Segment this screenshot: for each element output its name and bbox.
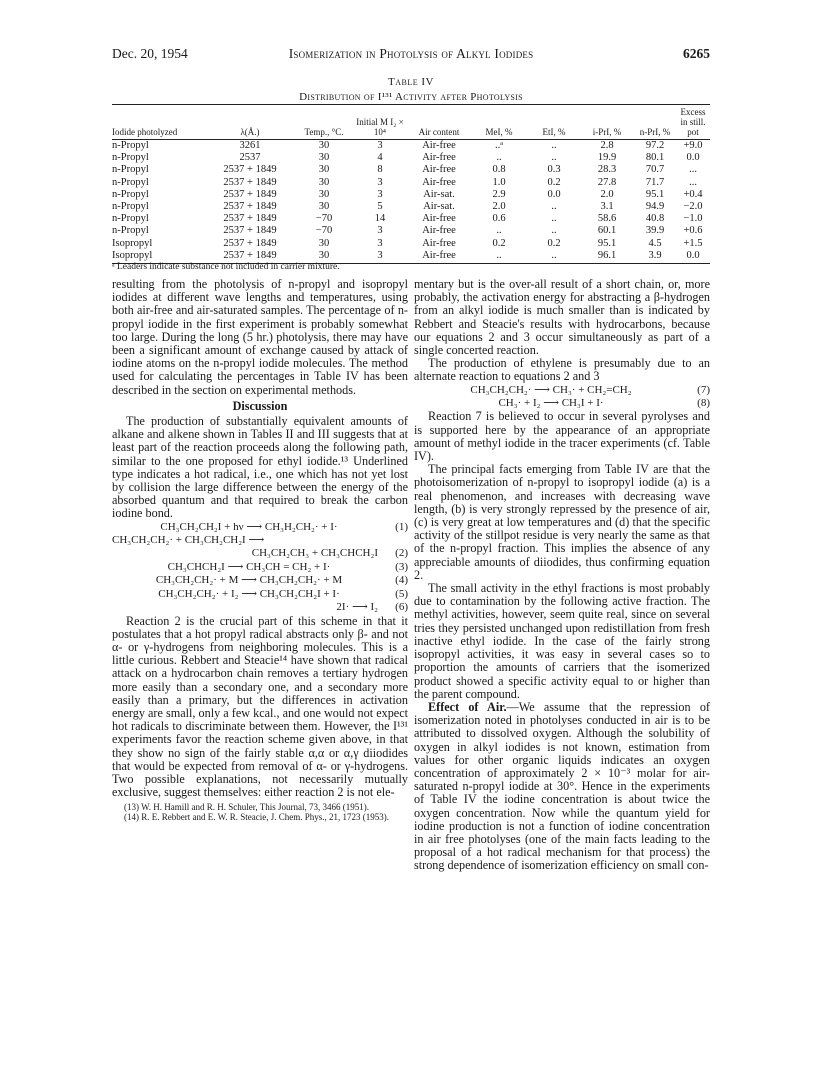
header-eti: EtI, % — [528, 105, 580, 140]
table-row — [112, 201, 710, 213]
table-cell: 30 — [318, 140, 330, 151]
table-cell: 95.1 — [597, 237, 617, 249]
table-cell: 40.8 — [645, 213, 665, 225]
table-cell: 2537 + 1849 — [223, 225, 277, 237]
table-cell: Air-sat. — [423, 201, 455, 213]
table-cell: 30 — [318, 237, 330, 249]
table-cell: ... — [689, 176, 697, 188]
table-cell: 2537 — [239, 152, 261, 164]
equation-2b: CH₃CH₂CH₃ + CH₃CHCH₂I (2) — [251, 547, 408, 560]
table-cell: n-Propyl — [112, 201, 149, 213]
table-cell: 2537 + 1849 — [204, 250, 296, 264]
table-cell: 30 — [318, 152, 330, 164]
table-row — [112, 213, 710, 225]
table-row — [112, 189, 710, 201]
footnote-14: (14) R. E. Rebbert and E. W. R. Steacie, J. Chem. Phys., 21, 1723 (1953). — [124, 812, 389, 823]
table-cell: −1.0 — [683, 213, 703, 225]
header-temp: Temp., °C. — [296, 105, 352, 140]
header-npri: n-PrI, % — [634, 105, 676, 140]
table-cell: Air-sat. — [423, 188, 455, 200]
table-cell: .. — [496, 225, 502, 237]
table-cell: 30 — [318, 188, 330, 200]
table-cell: .. — [551, 152, 557, 164]
table-cell: 2.0 — [492, 201, 506, 213]
table-cell: 0.2 — [547, 176, 561, 188]
table-cell: −70 — [315, 225, 333, 237]
table-cell: 4.5 — [648, 237, 662, 249]
section-heading-discussion: Discussion — [232, 398, 288, 413]
table-cell: 60.1 — [597, 225, 617, 237]
paragraph: mentary but is the over-all result of a short chain, or, more probably, the activation energy for abstracting a β-hydrogen from an alkyl iodide is much smaller than is indicated by Rebbert and Steacie's results with hydrocarbons, because our equations 2 and 3 occur simultaneously as part of a single concerted reaction. — [414, 277, 710, 358]
header-air: Air content — [408, 105, 470, 140]
table-cell: 3 — [377, 140, 383, 151]
table-row — [112, 140, 710, 153]
equation-5: CH₃CH₂CH₂· + I₂ ⟶ CH₃CH₂CH₂I + I· (5) — [158, 587, 408, 600]
table-cell: 30 — [318, 164, 330, 176]
table-cell: 0.0 — [686, 152, 700, 164]
header-ipri: i-PrI, % — [580, 105, 634, 140]
table-cell: .. — [551, 225, 557, 237]
table-cell: +0.6 — [683, 225, 703, 237]
table-footnote: ᵃ Leaders indicate substance not included in carrier mixture. — [112, 262, 340, 272]
paragraph: The production of substantially equivalent amounts of alkane and alkene shown in Tables II and III suggests that at least part of the reaction proceeds along the following path, similar to the one proposed for ethyl iodide.¹³ Underlined type indicates a hot radical, i.e., one which has not yet lost by collision the large difference between the energy of the absorbed quantum and that required to break the carbon iodine bond. — [112, 414, 408, 521]
table-cell: 0.2 — [492, 237, 506, 249]
table-cell: 0.2 — [547, 237, 561, 249]
paragraph-text: —We assume that the repression of isomerization noted in photolyses conducted in air is to be attributed to dissolved oxygen. Although the solubility of oxygen in alkyl iodides is not known, estimation from values for other organic liquids indicates an oxygen concentration of approximately 2 × 10⁻³ molar for air-saturated n-propyl iodide at 30°. Hence in the experiments of Table IV the iodine concentration is about twice the oxygen concentration. Now while the quantum yield for iodine production is not a function of iodine concentration in air free photolyses (one of the main facts leading to the proposal of a hot radical mechanism for that process) the strong dependence of isomerization efficiency on small con- — [414, 699, 710, 873]
table-cell: −2.0 — [683, 201, 703, 213]
table-cell: .. — [528, 250, 580, 264]
table-cell: 3 — [377, 188, 383, 200]
table-cell: 95.1 — [645, 188, 665, 200]
table-cell: 3261 — [239, 140, 261, 151]
table-cell: 30 — [318, 176, 330, 188]
table-cell: 2.0 — [600, 188, 614, 200]
table-cell: 94.9 — [645, 201, 665, 213]
table-cell: 3.1 — [600, 201, 614, 213]
table-cell: 96.1 — [580, 250, 634, 264]
table-cell: n-Propyl — [112, 140, 149, 151]
table-cell: 2537 + 1849 — [223, 176, 277, 188]
table-cell: 0.0 — [676, 250, 710, 264]
equation-6: 2I· ⟶ I₂ (6) — [336, 601, 408, 614]
table-cell: ... — [689, 164, 697, 176]
table-cell: n-Propyl — [112, 213, 149, 225]
footnotes — [112, 802, 408, 822]
paragraph: resulting from the photolysis of n-propyl and isopropyl iodides at different wave lengths and temperatures, using both air-free and air-saturated samples. The percentage of n-propyl iodide in the first experiment is probably somewhat too large. During the long (5 hr.) photolysis, there may have been a significant amount of exchange caused by attack of iodine atoms on the n-propyl iodide molecules. The method used for calculating the percentages in Table IV has been described in the section on experimental methods. — [112, 277, 408, 397]
table-cell: +1.5 — [683, 237, 703, 249]
table-cell: Air-free — [408, 250, 470, 264]
table-cell: n-Propyl — [112, 152, 149, 164]
equation-3: CH₃CHCH₂I ⟶ CH₃CH = CH₂ + I· (3) — [167, 560, 408, 573]
table-cell: 3.9 — [634, 250, 676, 264]
table-cell: 58.6 — [597, 213, 617, 225]
table-cell: Air-free — [422, 237, 456, 249]
equation-block — [112, 521, 408, 615]
table-cell: 70.7 — [645, 164, 665, 176]
equation-4: CH₃CH₂CH₂· + M ⟶ CH₃CH₂CH₂· + M (4) — [155, 574, 408, 587]
table-cell: .. — [551, 213, 557, 225]
paragraph: The principal facts emerging from Table IV are that the photoisomerization of n-propyl to isopropyl iodide (a) is a real phenomenon, and increases with decreasing wave length, (b) is very strongly repressed by the presence of air, (c) is very great at low temperatures and (d) that the specific activity of the stillpot residue is very nearly the same as that of the n-propyl fraction. This implies the absence of any appreciable amounts of diiodides, thus confirming equation 2. — [414, 462, 710, 582]
equation-7: CH₃CH₂CH₂· ⟶ CH₃· + CH₂=CH₂ (7) — [470, 383, 710, 396]
table-cell: Air-free — [422, 140, 456, 151]
left-column — [112, 278, 408, 822]
header-initial-m: Initial M I₂ × 10⁴ — [352, 105, 408, 140]
table-cell: 71.7 — [645, 176, 665, 188]
table-title: Table IV — [388, 76, 434, 88]
table-cell: 80.1 — [645, 152, 665, 164]
paragraph: Reaction 7 is believed to occur in several pyrolyses and is supported here by the appearance of an appropriate amount of methyl iodide in the tracer experiments (cf. Table IV). — [414, 409, 710, 464]
table-cell: 30 — [318, 201, 330, 213]
header-excess: Excess in still. pot — [676, 105, 710, 140]
table-cell: 0.6 — [492, 213, 506, 225]
table-cell: n-Propyl — [112, 188, 149, 200]
table-cell: .. — [496, 152, 502, 164]
table-cell: ..ᵃ — [494, 140, 504, 151]
table-cell: Air-free — [422, 213, 456, 225]
table-cell: 1.0 — [492, 176, 506, 188]
table-cell: 2537 + 1849 — [223, 164, 277, 176]
paragraph: Reaction 2 is the crucial part of this scheme in that it postulates that a hot propyl radical abstracts only β- and not α- or γ-hydrogens from neighboring molecules. This is a little curious. Rebbert and Steacie¹⁴ have shown that radical attack on a hydrocarbon chain removes a tertiary hydrogen more easily than a secondary one, and a secondary more easily than a primary, but the differences in activation energy are small, only a few kcal., and one would not expect hot radicals to discriminate between them. However, the I¹³¹ experiments favor the reaction scheme given above, in that they show no sign of the fairly stable α,α or α,γ diiodides that would be expected from removal of α- or γ-hydrogens. Two possible explanations, not necessarily mutually exclusive, suggest themselves: either reaction 2 is not ele- — [112, 613, 408, 800]
table-cell: 3 — [352, 250, 408, 264]
table-cell: 0.0 — [547, 188, 561, 200]
data-table — [112, 104, 710, 264]
table-row — [112, 164, 710, 176]
table-cell: n-Propyl — [112, 225, 149, 237]
table-row — [112, 238, 710, 250]
table-caption: Distribution of I¹³¹ Activity after Photolysis — [299, 91, 523, 103]
table-body — [112, 140, 710, 264]
table-cell: 14 — [374, 213, 386, 225]
table-cell: 39.9 — [645, 225, 665, 237]
footnote-13: (13) W. H. Hamill and R. H. Schuler, This Journal, 73, 3466 (1951). — [124, 802, 369, 813]
table-cell: 3 — [377, 225, 383, 237]
table-cell: .. — [551, 140, 557, 151]
table-row — [112, 152, 710, 164]
paragraph-effect-of-air — [414, 701, 710, 873]
table-cell: 2537 + 1849 — [223, 237, 277, 249]
table-cell: Isopropyl — [112, 250, 204, 264]
page-number: 6265 — [683, 46, 710, 61]
table-header-row — [112, 105, 710, 140]
paragraph: The production of ethylene is presumably due to an alternate reaction to equations 2 and 3 — [414, 356, 710, 384]
table-cell: 5 — [377, 201, 383, 213]
table-iv — [112, 104, 710, 264]
equation-block — [414, 384, 710, 411]
table-cell: Air-free — [422, 152, 456, 164]
table-cell: 97.2 — [645, 140, 665, 151]
table-cell: Air-free — [422, 164, 456, 176]
table-cell: 0.8 — [492, 164, 506, 176]
header-wavelength: λ(Å.) — [204, 105, 296, 140]
table-cell: .. — [551, 201, 557, 213]
table-cell: 3 — [377, 237, 383, 249]
table-cell: −70 — [315, 213, 333, 225]
header-mei: MeI, % — [470, 105, 528, 140]
table-cell: 2537 + 1849 — [223, 213, 277, 225]
header-iodide: Iodide photolyzed — [112, 105, 204, 140]
table-cell: n-Propyl — [112, 164, 149, 176]
table-cell: 2537 + 1849 — [223, 201, 277, 213]
equation-2a: CH₃CH₂CH₂· + CH₃CH₂CH₂I ⟶ — [112, 534, 265, 547]
table-cell: 30 — [296, 250, 352, 264]
table-cell: 2.9 — [492, 188, 506, 200]
table-row — [112, 225, 710, 237]
table-cell: 3 — [377, 176, 383, 188]
table-cell: 19.9 — [597, 152, 617, 164]
table-cell: 2.8 — [600, 140, 614, 151]
table-cell: +9.0 — [683, 140, 703, 151]
table-cell: Air-free — [422, 176, 456, 188]
table-cell: 8 — [377, 164, 383, 176]
table-cell: n-Propyl — [112, 176, 149, 188]
equation-8: CH₃· + I₂ ⟶ CH₃I + I· (8) — [498, 397, 710, 410]
paragraph: The small activity in the ethyl fractions is most probably due to contamination by the following active fraction. The methyl activities, however, seem quite real, since on several tries they persisted unchanged upon redistillation from fresh inactive ethyl iodide. In the case of the fairly strong isopropyl activities, it was easy in several cases so to proportion the amounts of carriers that the isomerized product showed a specific activity equal to or higher than the parent compound. — [414, 581, 710, 701]
table-cell: +0.4 — [683, 188, 703, 200]
right-column — [414, 278, 710, 873]
table-cell: 27.8 — [597, 176, 617, 188]
table-cell: Isopropyl — [112, 237, 153, 249]
running-head — [112, 46, 710, 64]
running-head-date: Dec. 20, 1954 — [112, 46, 188, 61]
running-head-title: Isomerization in Photolysis of Alkyl Iodides — [288, 46, 534, 61]
table-cell: Air-free — [422, 225, 456, 237]
equation-1: CH₃CH₂CH₂I + hν ⟶ CH₃H₂CH₂· + I· (1) — [160, 520, 408, 533]
table-cell: 0.3 — [547, 164, 561, 176]
table-cell: .. — [470, 250, 528, 264]
table-cell: 28.3 — [597, 164, 617, 176]
run-in-heading: Effect of Air. — [428, 699, 507, 714]
table-row — [112, 177, 710, 189]
table-cell: 4 — [377, 152, 383, 164]
table-cell: 2537 + 1849 — [223, 188, 277, 200]
